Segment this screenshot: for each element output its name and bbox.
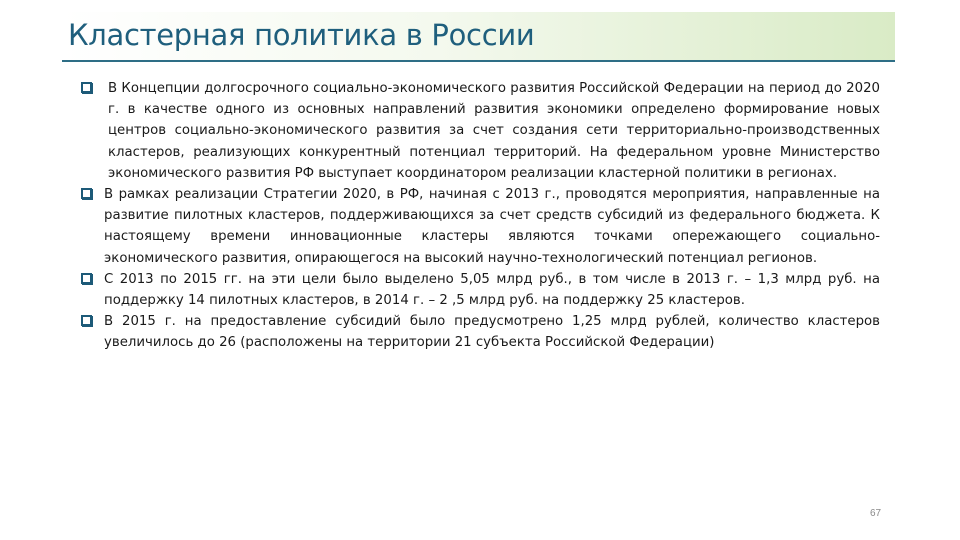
bullet-text: В Концепции долгосрочного социально-экономического развития Российской Федерации на период до 2020 г. в качестве одного из основных направлений развития экономики определено формирование новых центров социально-экономического развития за счет создания сети территориально-производственных кластеров, реализующих конкурентный потенциал территорий. На федеральном уровне Министерство экономического развития РФ выступает координатором реализации кластерной политики в регионах. bbox=[108, 81, 880, 181]
page-number: 67 bbox=[870, 508, 882, 519]
checkbox-bullet-icon bbox=[81, 315, 92, 326]
slide-title: Кластерная политика в России bbox=[68, 18, 535, 52]
bullet-item bbox=[80, 78, 880, 184]
bullet-text: С 2013 по 2015 гг. на эти цели было выделено 5,05 млрд руб., в том числе в 2013 г. – 1,3 млрд руб. на поддержку 14 пилотных кластеров, в 2014 г. – 2 ,5 млрд руб. на поддержку 25 кластеров. bbox=[104, 271, 880, 309]
title-bar bbox=[62, 12, 895, 62]
bullet-item bbox=[80, 311, 880, 353]
bullet-text: В 2015 г. на предоставление субсидий было предусмотрено 1,25 млрд рублей, количество кластеров увеличилось до 26 (расположены на территории 21 субъекта Российской Федерации) bbox=[104, 314, 880, 351]
checkbox-bullet-icon bbox=[81, 188, 92, 199]
bullet-item bbox=[80, 269, 880, 311]
bullet-item bbox=[80, 184, 880, 269]
bullet-text: В рамках реализации Стратегии 2020, в РФ, начиная с 2013 г., проводятся мероприятия, направленные на развитие пилотных кластеров, поддерживающихся за счет средств субсидий из федерального бюджета. К настоящему времени инновационные кластеры являются точками опережающего социально-экономического развития, опирающегося на высокий научно-технологический потенциал регионов. bbox=[104, 187, 880, 266]
checkbox-bullet-icon bbox=[81, 82, 92, 93]
checkbox-bullet-icon bbox=[81, 273, 92, 284]
bullet-list bbox=[80, 78, 880, 354]
